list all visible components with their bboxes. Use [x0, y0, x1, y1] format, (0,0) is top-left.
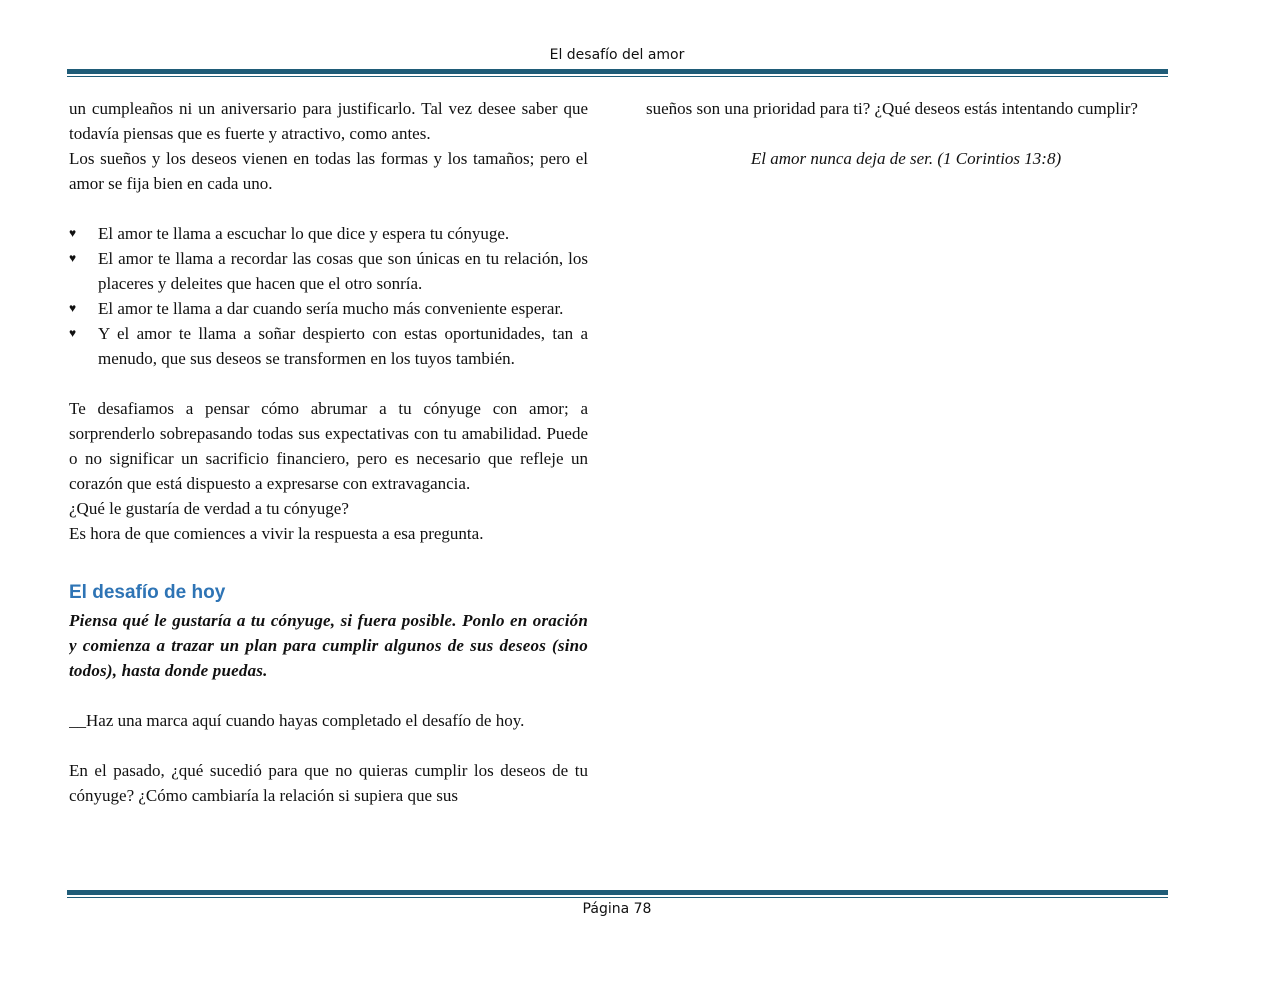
heart-bullet-icon: ♥ — [69, 251, 77, 265]
intro-paragraph: Los sueños y los deseos vienen en todas las formas y los tamaños; pero el amor se fija bien en cada uno. — [69, 149, 588, 193]
list-item: ♥ Y el amor te llama a soñar despierto con estas oportunidades, tan a menudo, que sus deseos se transformen en los tuyos también. — [69, 321, 588, 371]
heart-bullet-icon: ♥ — [69, 301, 77, 315]
challenge-heading: El desafío de hoy — [69, 582, 226, 603]
left-column — [69, 96, 588, 886]
list-item: ♥ El amor te llama a dar cuando sería mucho más conveniente esperar. — [69, 296, 588, 321]
page-number: Página 78 — [582, 901, 652, 917]
continuation-paragraph: sueños son una prioridad para ti? ¿Qué deseos estás intentando cumplir? — [646, 99, 1138, 118]
right-column — [646, 96, 1166, 171]
reflection-question: En el pasado, ¿qué sucedió para que no quieras cumplir los deseos de tu cónyuge? ¿Cómo cambiaría la relación si supiera que sus — [69, 761, 588, 805]
bullet-list — [69, 221, 588, 371]
challenge-text: Piensa qué le gustaría a tu cónyuge, si fuera posible. Ponlo en oración y comienza a trazar un plan para cumplir algunos de sus deseos (sino todos), hasta donde puedas. — [69, 611, 588, 680]
intro-paragraph: un cumpleaños ni un aniversario para justificarlo. Tal vez desee saber que todavía piensas que es fuerte y atractivo, como antes. — [69, 99, 588, 143]
footer-rule — [67, 890, 1168, 898]
bible-verse: El amor nunca deja de ser. (1 Corintios 13:8) — [750, 149, 1062, 168]
list-item: ♥ El amor te llama a recordar las cosas que son únicas en tu relación, los placeres y deleites que hacen que el otro sonría. — [69, 246, 588, 296]
body-paragraph: Te desafiamos a pensar cómo abrumar a tu cónyuge con amor; a sorprenderlo sobrepasando todas sus expectativas con tu amabilidad. Puede o no significar un sacrificio financiero, pero es necesario que refleje un corazón que está dispuesto a expresarse con extravagancia. — [69, 399, 588, 493]
heart-bullet-icon: ♥ — [69, 326, 77, 340]
body-paragraph: Es hora de que comiences a vivir la respuesta a esa pregunta. — [69, 524, 484, 543]
header-rule — [67, 69, 1168, 77]
body-paragraph: ¿Qué le gustaría de verdad a tu cónyuge? — [69, 499, 349, 518]
checkmark-line: __Haz una marca aquí cuando hayas completado el desafío de hoy. — [69, 711, 525, 730]
list-item: ♥ El amor te llama a escuchar lo que dice y espera tu cónyuge. — [69, 221, 588, 246]
running-header: El desafío del amor — [549, 47, 685, 63]
heart-bullet-icon: ♥ — [69, 226, 77, 240]
